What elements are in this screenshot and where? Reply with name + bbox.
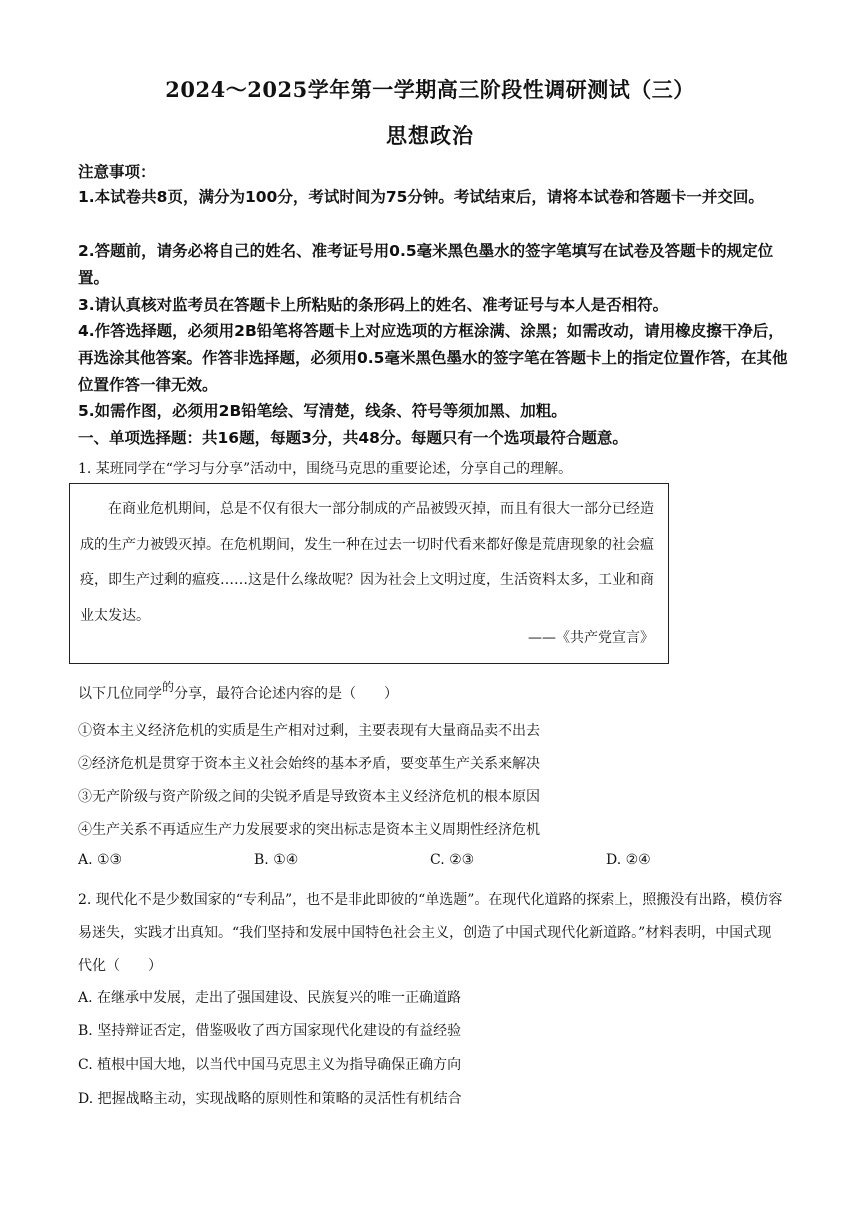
q2-option-a: A. 在继承中发展，走出了强国建设、民族复兴的唯一正确道路 <box>78 990 462 1006</box>
q1-option-d: D. ②④ <box>606 852 651 868</box>
q2-option-d: D. 把握战略主动，实现战略的原则性和策略的灵活性有机结合 <box>78 1091 462 1107</box>
notice-item-4: 4.作答选择题，必须用2B铅笔将答题卡上对应选项的方框涂满、涂黑；如需改动，请用橡皮擦干净后，再选涂其他答案。作答非选择题，必须用0.5毫米黑色墨水的签字笔在答题卡上的指定位置作答，在其他位置作答一律无效。 <box>78 322 788 394</box>
exam-title: 2024～2025学年第一学期高三阶段性调研测试（三） <box>165 77 695 102</box>
section-heading: 一、单项选择题：共16题，每题3分，共48分。每题只有一个选项最符合题意。 <box>78 429 628 447</box>
q1-statement-1: ①资本主义经济危机的实质是生产相对过剩，主要表现有大量商品卖不出去 <box>78 723 540 739</box>
subject-title: 思想政治 <box>386 123 474 148</box>
q1-option-b: B. ①④ <box>254 852 299 868</box>
q1-quote-source: ——《共产党宣言》 <box>528 630 654 646</box>
notice-item-1: 1.本试卷共8页，满分为100分，考试时间为75分钟。考试结束后，请将本试卷和答题卡一并交回。 <box>78 188 764 206</box>
q1-prompt-before: 以下几位同学 <box>78 686 162 702</box>
q2-option-c: C. 植根中国大地，以当代中国马克思主义为指导确保正确方向 <box>78 1057 462 1073</box>
q1-quote-text: 在商业危机期间，总是不仅有很大一部分制成的产品被毁灭掉，而且有很大一部分已经造成的生产力被毁灭掉。在危机期间，发生一种在过去一切时代看来都好像是荒唐现象的社会瘟疫，即生产过剩的瘟疫……这是什么缘故呢？因为社会上文明过度，生活资料太多，工业和商业太发达。 <box>80 501 654 624</box>
q1-quote-box <box>69 483 669 664</box>
notice-item-2: 2.答题前，请务必将自己的姓名、准考证号用0.5毫米黑色墨水的签字笔填写在试卷及答题卡的规定位置。 <box>78 242 774 287</box>
q1-stem: 1. 某班同学在“学习与分享”活动中，围绕马克思的重要论述，分享自己的理解。 <box>78 461 573 477</box>
q1-options <box>78 852 798 876</box>
notice-item-3: 3.请认真核对监考员在答题卡上所粘贴的条形码上的姓名、准考证号与本人是否相符。 <box>78 296 669 314</box>
q2-option-b: B. 坚持辩证否定，借鉴吸收了西方国家现代化建设的有益经验 <box>78 1023 462 1039</box>
q2-stem: 2. 现代化不是少数国家的“专利品”，也不是非此即彼的“单选题”。在现代化道路的探索上，照搬没有出路，模仿容易迷失，实践才出真知。“我们坚持和发展中国特色社会主义，创造了中国式现代化新道路。”材料表明，中国式现代化（ ） <box>78 892 783 974</box>
notice-item-5: 5.如需作图，必须用2B铅笔绘、写清楚，线条、符号等须加黑、加粗。 <box>78 402 567 420</box>
q1-option-c: C. ②③ <box>430 852 475 868</box>
q1-statement-3: ③无产阶级与资产阶级之间的尖锐矛盾是导致资本主义经济危机的根本原因 <box>78 789 540 805</box>
q1-statement-2: ②经济危机是贯穿于资本主义社会始终的基本矛盾，要变革生产关系来解决 <box>78 756 540 772</box>
q1-option-a: A. ①③ <box>78 852 123 868</box>
q1-statement-4: ④生产关系不再适应生产力发展要求的突出标志是资本主义周期性经济危机 <box>78 822 540 838</box>
notice-heading: 注意事项： <box>78 163 156 181</box>
q1-prompt-sup: 的 <box>162 680 175 694</box>
q1-prompt <box>78 680 399 703</box>
q1-prompt-after: 分享，最符合论述内容的是（ ） <box>174 686 399 702</box>
